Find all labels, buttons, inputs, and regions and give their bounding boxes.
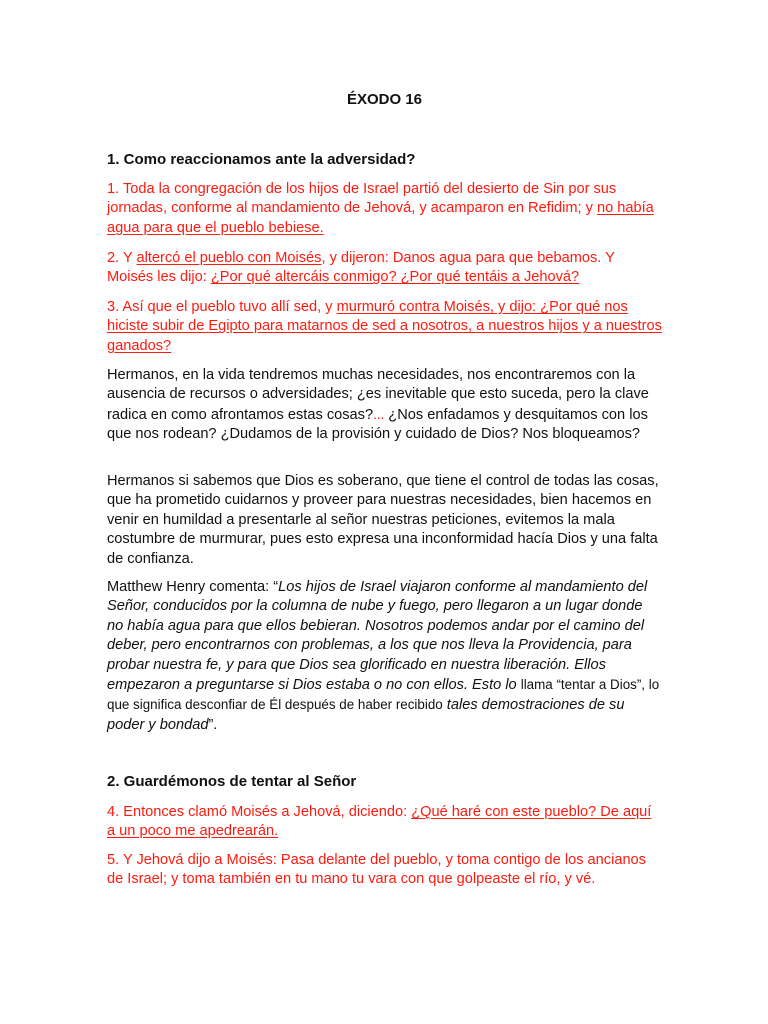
document-page [107,0,662,1024]
verse-3-text-a: 3. Así que el pueblo tuvo allí sed, y [107,299,337,315]
section-heading-adversity: 1. Como reaccionamos ante la adversidad? [107,151,416,168]
verse-2 [107,249,662,288]
verse-4-text-a: 4. Entonces clamó Moisés a Jehová, diciendo: [107,804,412,820]
quote-text-end: tales demostraciones de su poder y bondad [107,697,625,733]
verse-1 [107,180,662,238]
verse-3 [107,298,662,356]
verse-5: 5. Y Jehová dijo a Moisés: Pasa delante del pueblo, y toma contigo de los ancianos de Israel; y toma también en tu mano tu vara con que golpeaste el río, y vé. [107,852,646,888]
verse-2-text-b: , y dijeron: Danos agua para que bebamos. Y Moisés les dijo: [107,250,615,286]
verse-1-text: 1. Toda la congregación de los hijos de Israel partió del desierto de Sin por sus jornadas, conforme al mandamiento de Jehová, y acamparon en Refidim; y [107,181,617,217]
paragraph-adversity [107,366,662,445]
verse-4 [107,803,662,842]
quote-text: Los hijos de Israel viajaron conforme al mandamiento del Señor, conducidos por la columna de nube y fuego, pero llegaron a un lugar donde no había agua para que ellos bebieran. Nosotros podemos andar por el camino del deber, pero encontrarnos con problemas, a los que nos lleva la Providencia, para probar nuestra fe, y para que Dios sea glorificado en nuestra liberación. Ellos empezaron a preguntarse si Dios estaba o no con ellos. Esto lo [107,579,648,694]
paragraph-adversity-text-b: ¿Nos enfadamos y desquitamos con los que nos rodean? ¿Dudamos de la provisión y cuidado de Dios? Nos bloqueamos? [107,406,648,443]
verse-2-text-a: 2. Y [107,250,137,266]
verse-3-underlined: murmuró contra Moisés, y dijo: ¿Por qué nos hiciste subir de Egipto para matarnos de sed a nosotros, a nuestros hijos y a nuestros ganados? [107,299,662,354]
quote-text-small: llama “tentar a Dios”, lo que significa desconfiar de Él después de haber recibido [107,677,660,713]
paragraph-adversity-text-a: Hermanos, en la vida tendremos muchas necesidades, nos encontraremos con la ausencia de recursos o adversidades; ¿es inevitable que esto suceda, pero la clave radica en como afrontamos estas cosas? [107,367,649,423]
paragraph-sovereignty: Hermanos si sabemos que Dios es soberano, que tiene el control de todas las cosas, que ha prometido cuidarnos y proveer para nuestras necesidades, bien hacemos en venir en humildad a presentarle al señor nuestras peticiones, evitemos la mala costumbre de murmurar, pues esto expresa una inconformidad hacía Dios y una falta de confianza. [107,473,659,567]
verse-2-underlined-2: ¿Por qué altercáis conmigo? ¿Por qué tentáis a Jehová? [210,269,580,286]
quote-close: ”. [208,716,218,733]
paragraph-adversity-ellipsis: ... [373,406,385,422]
verse-1-underlined: no había agua para que el pueblo bebiese. [107,200,654,236]
verse-4-underlined: ¿Qué haré con este pueblo? De aquí a un poco me apedrearán. [107,804,652,840]
quote-lead: Matthew Henry comenta: “ [107,579,279,595]
verse-2-underlined-1: altercó el pueblo con Moisés [136,250,322,266]
section-heading-tempt: 2. Guardémonos de tentar al Señor [107,773,357,790]
paragraph-matthew-henry [107,578,662,735]
document-title: ÉXODO 16 [346,91,423,108]
